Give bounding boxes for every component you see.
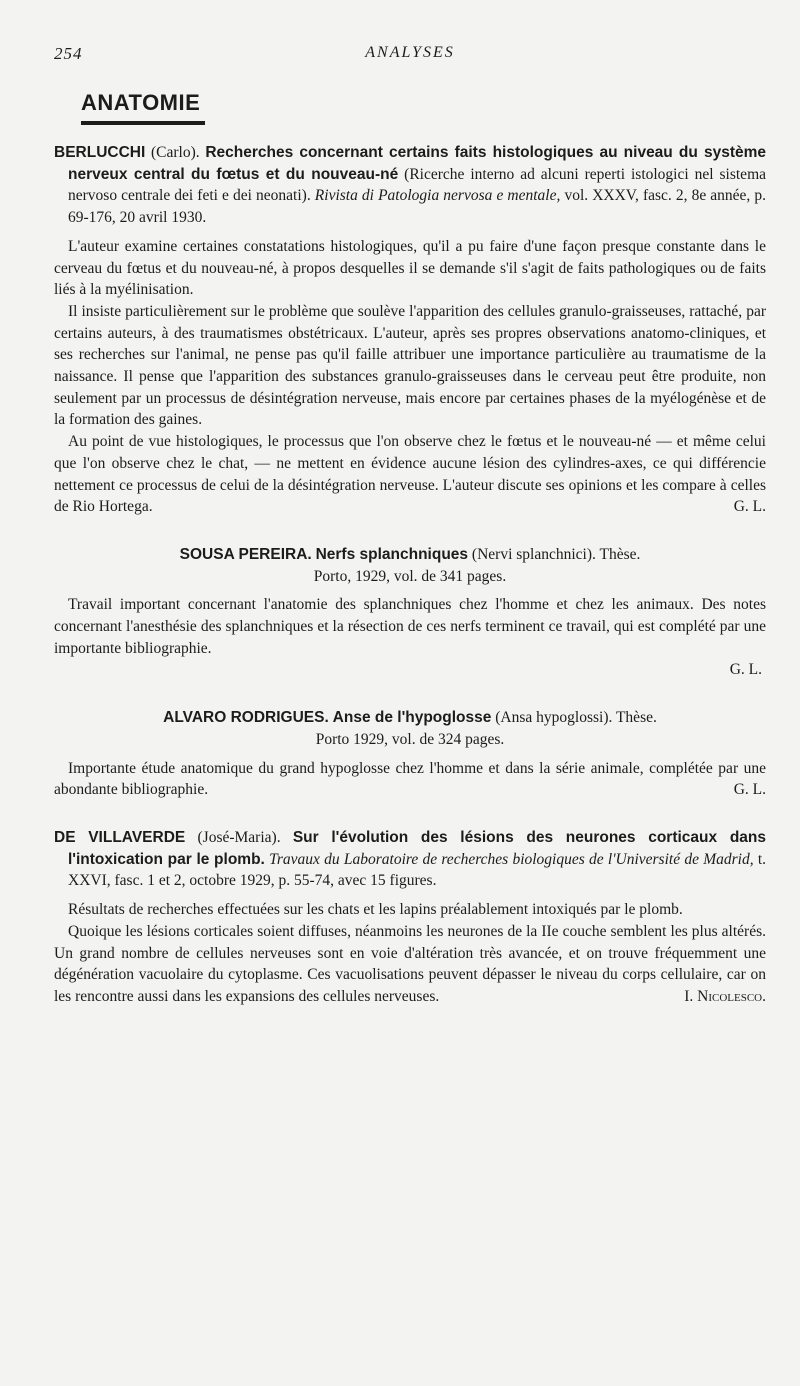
- review-paragraph-text: Au point de vue histologiques, le processus que l'on observe chez le fœtus et le nouveau-né — et même celui que l'on observe chez le chat, — ne mettent en évidence aucune lésion des cylindres-axes, ce qui différencie nettement ce processus de celui de la désintégration nerveuse. L'auteur discute ses opinions et les compare à celles de Rio Hortega.: [54, 433, 766, 516]
- review-paragraph: Résultats de recherches effectuées sur les chats et les lapins préalablement intoxiqués par le plomb.: [68, 901, 683, 919]
- section-title: ANATOMIE: [81, 90, 201, 115]
- review-author: DE VILLAVERDE: [54, 828, 186, 846]
- review-details: vol. XXXV, fasc. 2, 8e année, p. 69-176, 20 avril 1930.: [68, 187, 767, 227]
- review-paragraph-text: Importante étude anatomique du grand hypoglosse chez l'homme et dans la série animale, complétée par une abondante bibliographie.: [54, 759, 766, 799]
- review-paragraph: Travail important concernant l'anatomie des splanchniques chez l'homme et chez les animaux. Des notes concernant l'anesthésie des splanchniques et la résection de ces nerfs terminent ce travail, qui est complété par une importante bibliographie.: [54, 596, 766, 657]
- review-sousa-pereira: [54, 544, 766, 681]
- review-paragraph: [54, 758, 766, 801]
- review-original-title: (Ansa hypoglossi). Thèse.: [495, 709, 657, 727]
- review-details: Porto, 1929, vol. de 341 pages.: [313, 567, 507, 585]
- review-original-title: (Ricerche interno ad alcuni reperti istologici nel sistema nervoso centrale dei feti e dei neonati).: [68, 165, 766, 205]
- review-signature: G. L.: [729, 661, 762, 679]
- review-author-given: (José-Maria).: [197, 828, 281, 846]
- review-alvaro-rodrigues: [54, 707, 766, 801]
- review-paragraph-text: Quoique les lésions corticales soient diffuses, néanmoins les neurones de la IIe couche semblent les plus altérés. Un grand nombre de cellules nerveuses sont en voie d'altération très avancée, et on trouve fréquemment une dégénération vacuolaire du cytoplasme. Ces vacuolisations peuvent dépasser le niveau du corps cellulaire, car on les rencontre aussi dans les expansions des cellules nerveuses.: [54, 922, 766, 1005]
- review-details: t. XXVI, fasc. 1 et 2, octobre 1929, p. 55-74, avec 15 figures.: [68, 850, 767, 890]
- review-paragraph: L'auteur examine certaines constatations histologiques, qu'il a pu faire d'une façon presque constante dans le cerveau du fœtus et du nouveau-né, à propos desquelles il se demande s'il s'agit de faits pathologiques ou de faits liés à la myélinisation.: [54, 237, 766, 299]
- review-title: Recherches concernant certains faits histologiques au niveau du système nerveux central du fœtus et du nouveau-né: [68, 144, 767, 183]
- review-signature: I. Nicolesco.: [684, 987, 766, 1005]
- review-paragraph: [54, 431, 766, 518]
- review-details: Porto 1929, vol. de 324 pages.: [315, 730, 505, 748]
- running-title: ANALYSES: [365, 44, 455, 61]
- review-source: Travaux du Laboratoire de recherches biologiques de l'Université de Madrid,: [269, 850, 754, 868]
- review-paragraph: Il insiste particulièrement sur le problème que soulève l'apparition des cellules granulo-graisseuses, rattaché, par certains auteurs, à des traumatismes obstétricaux. L'auteur, après ses propres observations anatomo-cliniques, et ses recherches sur l'animal, ne pense pas qu'il faille attribuer une importance particulière au traumatisme de la naissance. Il pense que l'apparition des substances granulo-graisseuses dans le cerveau peut être produite, non seulement par un processus de désintégration nerveuse, mais encore par certaines phases de la myélogénèse et de la formation des gaines.: [54, 302, 766, 429]
- review-paragraph: [54, 921, 766, 1008]
- page-header: [54, 44, 766, 68]
- page-number: 254: [54, 44, 83, 63]
- review-signature: G. L.: [733, 781, 766, 799]
- review-reference: [54, 707, 766, 750]
- review-original-title: (Nervi splanchnici). Thèse.: [471, 545, 641, 563]
- review-source: Rivista di Patologia nervosa e mentale,: [314, 187, 561, 205]
- review-author: BERLUCCHI: [54, 144, 146, 161]
- review-reference: [54, 142, 766, 229]
- section-rule: [81, 121, 205, 125]
- review-de-villaverde: [54, 827, 766, 1008]
- review-title: Anse de l'hypoglosse: [332, 709, 492, 727]
- review-author-given: (Carlo).: [150, 144, 200, 161]
- review-reference: [54, 544, 766, 587]
- review-signature: G. L.: [733, 498, 766, 516]
- review-title: Sur l'évolution des lésions des neurones corticaux dans l'intoxication par le plomb.: [68, 828, 766, 868]
- review-berlucchi: [54, 142, 766, 518]
- reviews-content: [54, 142, 766, 1008]
- review-reference: [54, 827, 766, 892]
- review-author: SOUSA PEREIRA.: [179, 545, 312, 563]
- review-author: ALVARO RODRIGUES.: [163, 709, 329, 727]
- review-title: Nerfs splanchniques: [315, 545, 469, 563]
